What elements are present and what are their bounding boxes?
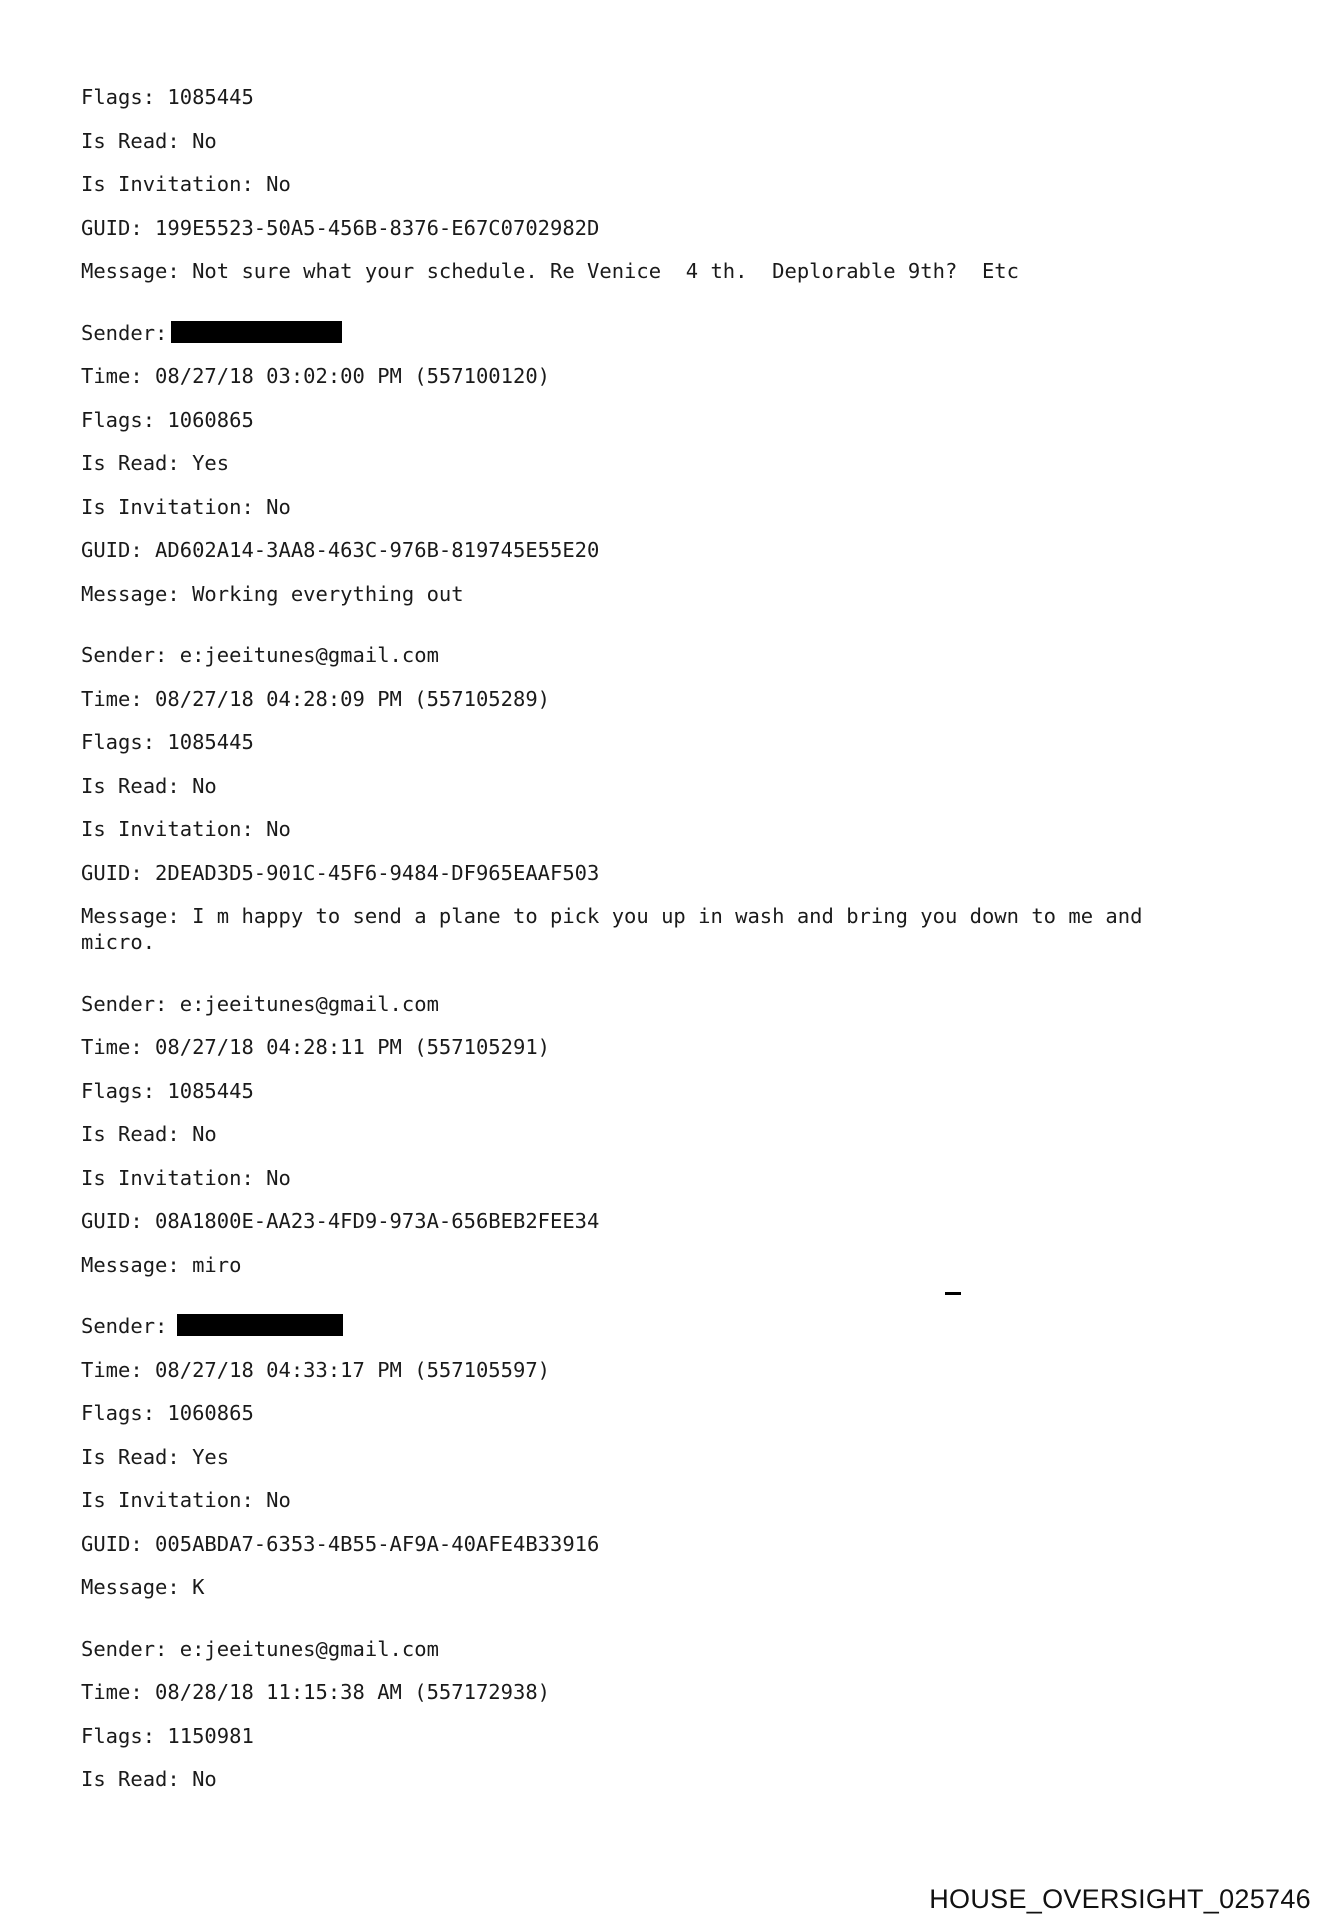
redaction-block — [171, 321, 342, 343]
is-read-line: Is Read: No — [81, 1122, 217, 1146]
flags-line: Flags: 1060865 — [81, 407, 254, 432]
message-line: Message: Working everything out — [81, 581, 464, 606]
flags-line: Flags: 1060865 — [81, 1401, 254, 1425]
guid-line: GUID: 005ABDA7-6353-4B55-AF9A-40AFE4B33916 — [81, 1531, 600, 1556]
entry-separator — [81, 973, 1261, 991]
is-invitation-line: Is Invitation: No — [81, 1165, 291, 1190]
sender-line — [81, 320, 1261, 346]
sender-line: Sender: e:jeeitunes@gmail.com — [81, 643, 439, 667]
sender-line: Sender: e:jeeitunes@gmail.com — [81, 1636, 439, 1661]
is-invitation-line: Is Invitation: No — [81, 817, 291, 841]
time-line: Time: 08/27/18 04:33:17 PM (557105597) — [81, 1357, 550, 1382]
guid-line: GUID: 199E5523-50A5-456B-8376-E67C0702982D — [81, 215, 600, 240]
message-line: Message: Not sure what your schedule. Re Venice 4 th. Deplorable 9th? Etc — [81, 259, 1019, 283]
flags-line: Flags: 1150981 — [81, 1723, 254, 1748]
guid-line: GUID: AD602A14-3AA8-463C-976B-819745E55E20 — [81, 538, 600, 562]
message-line: Message: I m happy to send a plane to pick you up in wash and bring you down to me and micro. — [81, 904, 1143, 954]
bates-number: HOUSE_OVERSIGHT_025746 — [929, 1884, 1311, 1914]
is-invitation-line: Is Invitation: No — [81, 1488, 291, 1512]
is-invitation-line: Is Invitation: No — [81, 494, 291, 519]
is-read-line: Is Read: Yes — [81, 1444, 230, 1469]
flags-line: Flags: 1085445 — [81, 730, 254, 754]
message-line: Message: K — [81, 1575, 205, 1599]
sender-label: Sender: — [81, 1314, 168, 1338]
time-line: Time: 08/27/18 03:02:00 PM (557100120) — [81, 364, 550, 388]
entry-separator — [81, 1618, 1261, 1636]
stray-dash-mark — [945, 1292, 961, 1295]
time-line: Time: 08/27/18 04:28:09 PM (557105289) — [81, 686, 550, 711]
entry-separator — [81, 624, 1261, 642]
is-read-line: Is Read: No — [81, 1767, 217, 1791]
time-line: Time: 08/27/18 04:28:11 PM (557105291) — [81, 1035, 550, 1059]
entry-separator — [81, 1295, 1261, 1313]
guid-line: GUID: 08A1800E-AA23-4FD9-973A-656BEB2FEE34 — [81, 1209, 600, 1233]
sender-label: Sender: — [81, 320, 168, 345]
entry-separator — [81, 302, 1261, 320]
message-log — [81, 84, 1261, 1810]
is-read-line: Is Read: Yes — [81, 451, 230, 475]
guid-line: GUID: 2DEAD3D5-901C-45F6-9484-DF965EAAF503 — [81, 860, 600, 885]
message-line: Message: miro — [81, 1252, 242, 1277]
time-line: Time: 08/28/18 11:15:38 AM (557172938) — [81, 1680, 550, 1704]
is-read-line: Is Read: No — [81, 773, 217, 798]
sender-line — [81, 1313, 1261, 1339]
sender-line: Sender: e:jeeitunes@gmail.com — [81, 991, 439, 1016]
flags-line: Flags: 1085445 — [81, 85, 254, 109]
is-invitation-line: Is Invitation: No — [81, 172, 291, 196]
redaction-block — [177, 1314, 343, 1336]
is-read-line: Is Read: No — [81, 128, 217, 153]
flags-line: Flags: 1085445 — [81, 1078, 254, 1103]
